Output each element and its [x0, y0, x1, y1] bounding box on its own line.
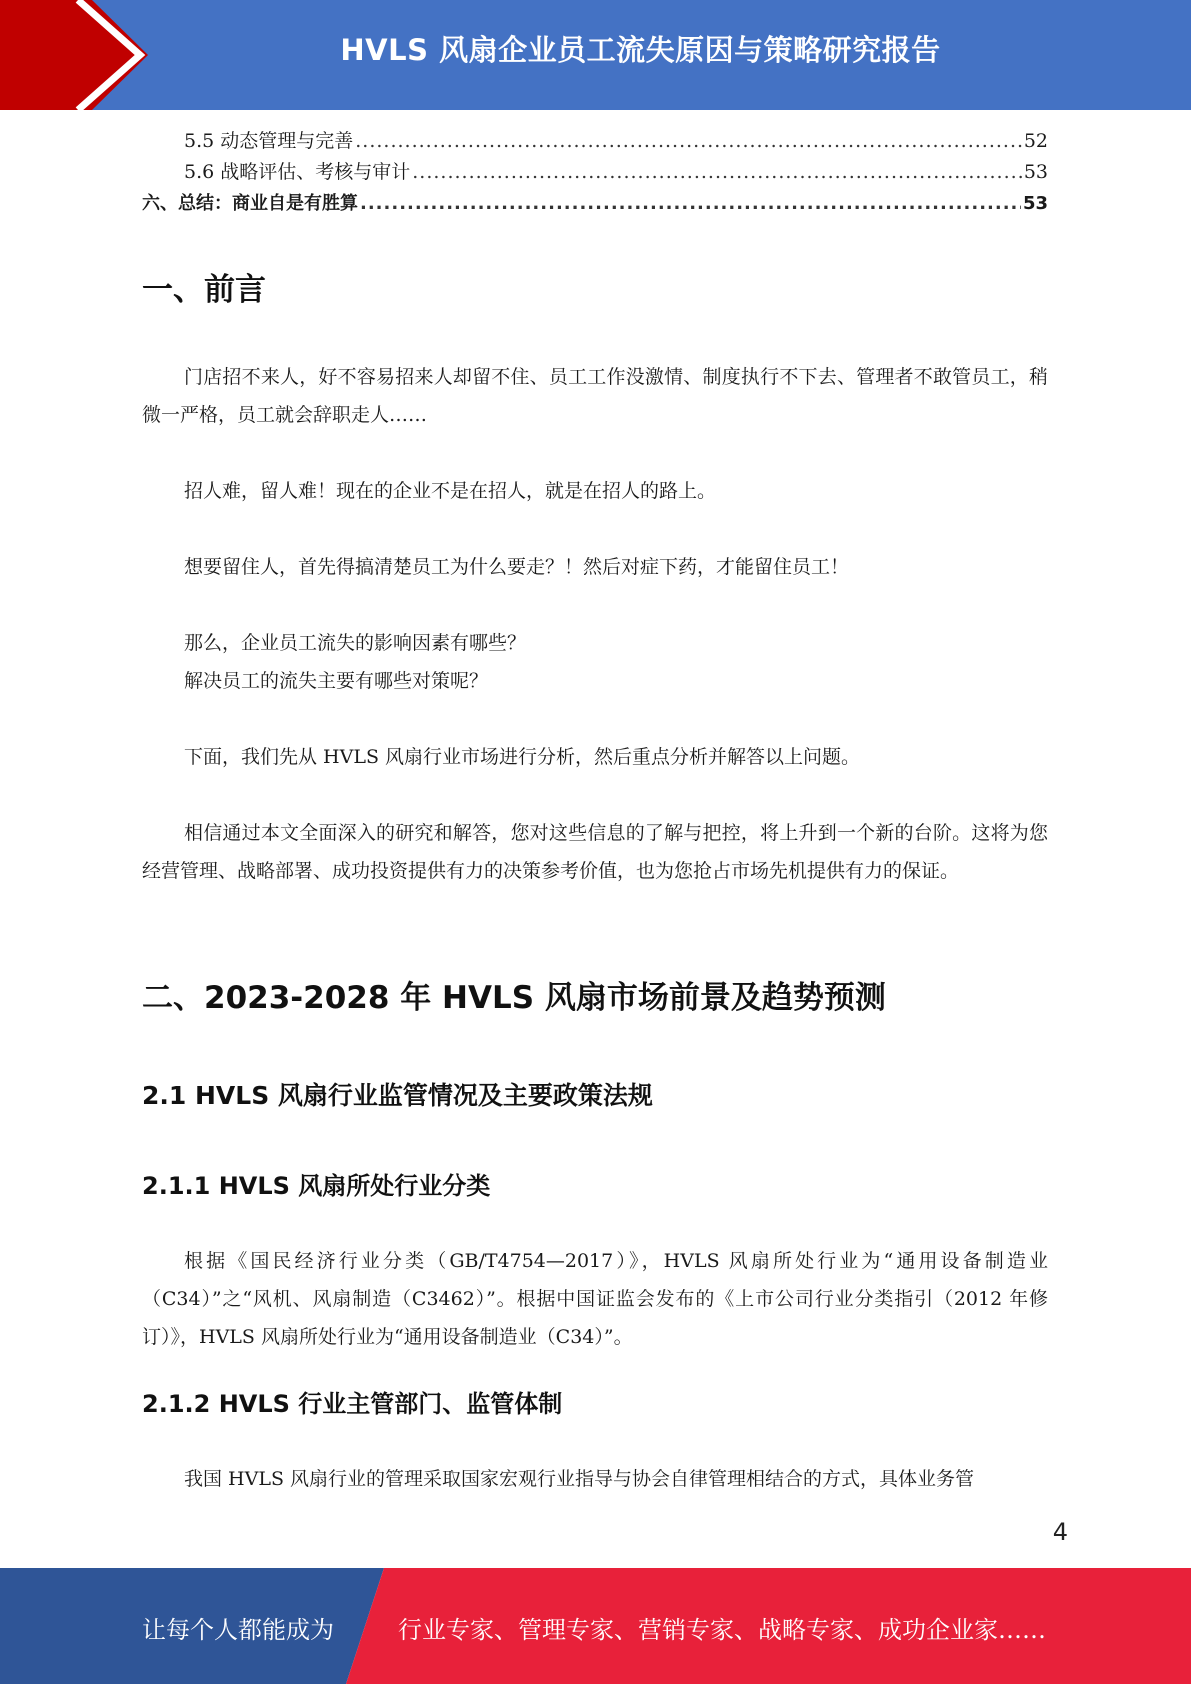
- toc-entry-label: 六、总结：商业自是有胜算: [142, 193, 358, 214]
- page-number: 4: [1052, 1518, 1068, 1546]
- footer-slogan-left: 让每个人都能成为: [142, 1616, 334, 1644]
- toc-entry-label: 5.5 动态管理与完善: [184, 130, 354, 152]
- section-heading-market-forecast: 二、2023-2028 年 HVLS 风扇市场前景及趋势预测: [142, 980, 886, 1016]
- toc-entry[interactable]: [142, 157, 1048, 188]
- toc-entry-label: 5.6 战略评估、考核与审计: [184, 161, 411, 183]
- toc-list: [142, 126, 1048, 219]
- toc-entry[interactable]: [142, 188, 1048, 219]
- toc-entry-page: 52: [1023, 130, 1048, 152]
- document-body: [142, 126, 1048, 1490]
- subsubsection-heading: 2.1.1 HVLS 风扇所处行业分类: [142, 1172, 491, 1200]
- subsection-heading: 2.1 HVLS 风扇行业监管情况及主要政策法规: [142, 1081, 653, 1110]
- paragraph: 相信通过本文全面深入的研究和解答，您对这些信息的了解与把控，将上升到一个新的台阶。这将为您经营管理、战略部署、成功投资提供有力的决策参考价值，也为您抢占市场先机提供有力的保证。: [142, 822, 1048, 882]
- paragraph: 我国 HVLS 风扇行业的管理采取国家宏观行业指导与协会自律管理相结合的方式，具体业务管: [184, 1468, 975, 1490]
- page-footer: [0, 1568, 1191, 1684]
- subsubsection-heading: 2.1.2 HVLS 行业主管部门、监管体制: [142, 1390, 563, 1418]
- paragraph: 解决员工的流失主要有哪些对策呢？: [184, 670, 489, 692]
- paragraph: 招人难，留人难！现在的企业不是在招人，就是在招人的路上。: [184, 480, 717, 502]
- header-title: HVLS 风扇企业员工流失原因与策略研究报告: [340, 33, 941, 67]
- paragraph: 那么，企业员工流失的影响因素有哪些？: [184, 632, 527, 654]
- toc-leader-dots: [412, 157, 1022, 188]
- paragraph: 想要留住人，首先得搞清楚员工为什么要走？！然后对症下药，才能留住员工！: [184, 556, 850, 578]
- toc-entry-page: 53: [1022, 193, 1048, 214]
- toc-leader-dots: [355, 126, 1022, 157]
- paragraph: 根据《国民经济行业分类（GB/T4754—2017）》，HVLS 风扇所处行业为“通用设备制造业（C34）”之“风机、风扇制造（C3462）”。根据中国证监会发布的《上市公司行业分类指引（2012 年修订）》，HVLS 风扇所处行业为“通用设备制造业（C34）”。: [142, 1250, 1048, 1348]
- paragraph: 门店招不来人，好不容易招来人却留不住、员工工作没激情、制度执行不下去、管理者不敢管员工，稍微一严格，员工就会辞职走人……: [142, 366, 1048, 426]
- footer-slogan-right: 行业专家、管理专家、营销专家、战略专家、成功企业家……: [398, 1616, 1046, 1644]
- section-heading-preface: 一、前言: [142, 272, 266, 308]
- paragraph: 下面，我们先从 HVLS 风扇行业市场进行分析，然后重点分析并解答以上问题。: [184, 746, 861, 768]
- toc-entry-page: 53: [1023, 161, 1048, 183]
- toc-entry[interactable]: [142, 126, 1048, 157]
- toc-leader-dots: [360, 188, 1021, 219]
- page-header: [0, 0, 1191, 110]
